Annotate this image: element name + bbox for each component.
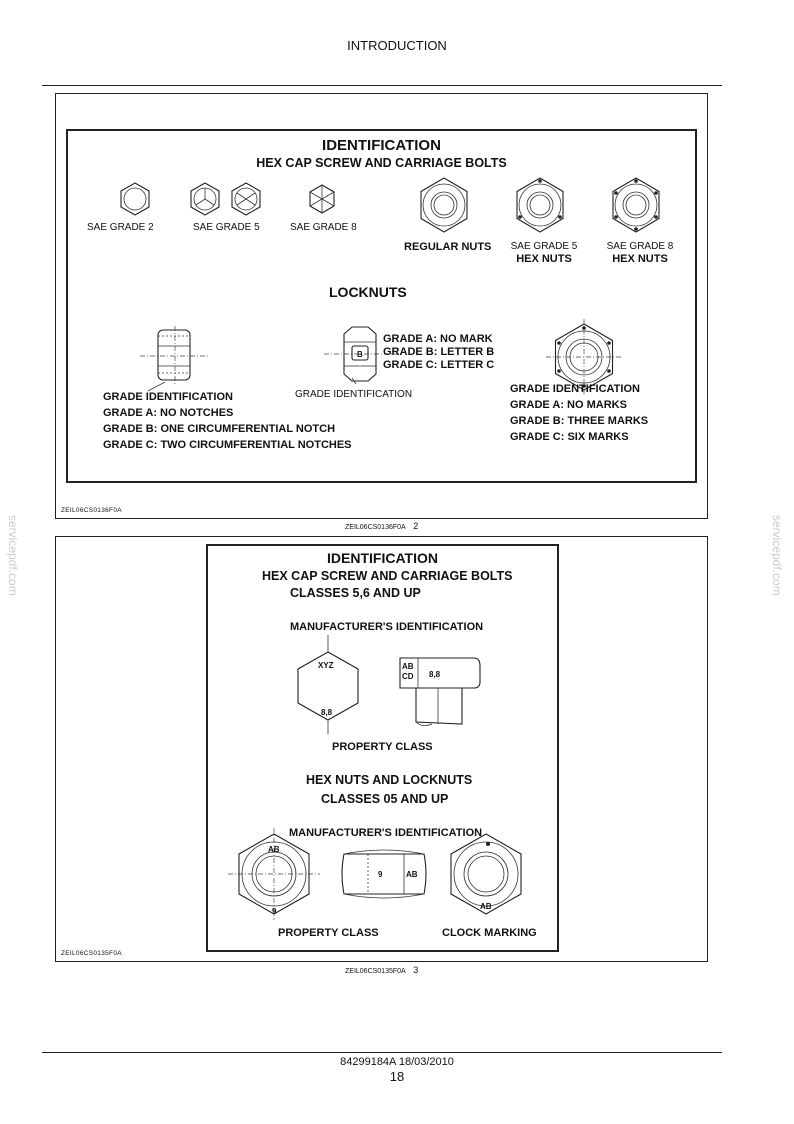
fig2-caption-code: ZEIL06CS0135F0A bbox=[345, 968, 406, 975]
fig2-manufacturer-label: MANUFACTURER'S IDENTIFICATION bbox=[290, 621, 484, 633]
middle-grade-item: GRADE C: LETTER C bbox=[383, 359, 495, 371]
footer-rule bbox=[42, 1052, 722, 1053]
locknuts-heading: LOCKNUTS bbox=[329, 284, 407, 300]
fig2-property-class-label: PROPERTY CLASS bbox=[332, 741, 433, 753]
locknut-letter: B bbox=[357, 350, 363, 359]
right-grade-item: GRADE B: THREE MARKS bbox=[510, 415, 649, 427]
fig2-clock-marking-label: CLOCK MARKING bbox=[442, 927, 537, 939]
fig2-code: ZEIL06CS0135F0A bbox=[61, 950, 122, 957]
right-grade-item: GRADE C: SIX MARKS bbox=[510, 431, 629, 443]
fig2-property-class-label-2: PROPERTY CLASS bbox=[278, 927, 379, 939]
fig1-caption bbox=[345, 521, 418, 531]
bolt-head-class: 8,8 bbox=[321, 708, 333, 717]
middle-grade-list bbox=[383, 333, 494, 372]
fig1-code: ZEIL06CS0136F0A bbox=[61, 507, 122, 514]
watermark-left: servicepdf.com bbox=[6, 515, 20, 596]
middle-grade-item: GRADE B: LETTER B bbox=[383, 346, 495, 358]
fig2-nuts-title: HEX NUTS AND LOCKNUTS bbox=[306, 773, 473, 787]
hex-nut-marked-icon bbox=[228, 828, 320, 920]
side-ab: AB bbox=[402, 662, 414, 671]
nut-label-sae8-line1: SAE GRADE 8 bbox=[606, 241, 674, 252]
fig1-caption-number: 2 bbox=[413, 521, 419, 531]
nut-mark-ab: AB bbox=[268, 845, 280, 854]
side-nut-ab: AB bbox=[406, 870, 418, 879]
side-class: 8,8 bbox=[429, 670, 441, 679]
nut-label-sae5-line2: HEX NUTS bbox=[516, 253, 572, 265]
left-grade-item: GRADE B: ONE CIRCUMFERENTIAL NOTCH bbox=[103, 423, 336, 435]
fig2-subtitle-2: CLASSES 5,6 AND UP bbox=[290, 586, 421, 600]
fig2-subtitle-1: HEX CAP SCREW AND CARRIAGE BOLTS bbox=[262, 569, 513, 583]
clock-mark-ab: AB bbox=[480, 902, 492, 911]
fig2-manufacturer-label-2: MANUFACTURER'S IDENTIFICATION bbox=[289, 827, 483, 839]
header-rule bbox=[42, 85, 722, 86]
fig1-title: IDENTIFICATION bbox=[322, 137, 441, 154]
nut-mark-class: 9 bbox=[272, 907, 277, 916]
fig2-caption bbox=[345, 965, 418, 975]
left-grade-item: GRADE C: TWO CIRCUMFERENTIAL NOTCHES bbox=[103, 439, 352, 451]
bolt-head-top-icon bbox=[298, 635, 358, 734]
left-grade-item: GRADE A: NO NOTCHES bbox=[103, 407, 234, 419]
footer-doc-ref: 84299184A 18/03/2010 bbox=[340, 1056, 454, 1068]
nut-label-sae8-line2: HEX NUTS bbox=[612, 253, 668, 265]
fig1-caption-code: ZEIL06CS0136F0A bbox=[345, 524, 406, 531]
fig2-nuts-subtitle: CLASSES 05 AND UP bbox=[321, 792, 449, 806]
side-nut-class: 9 bbox=[378, 870, 383, 879]
fig1-subtitle: HEX CAP SCREW AND CARRIAGE BOLTS bbox=[256, 156, 507, 170]
carriage-bolt-side-icon bbox=[400, 658, 480, 726]
locknut-notch-side-icon bbox=[140, 326, 210, 391]
hex-nut-side-icon bbox=[342, 850, 426, 898]
nut-label-regular: REGULAR NUTS bbox=[404, 241, 492, 253]
bolt-label-grade-2: SAE GRADE 2 bbox=[87, 222, 154, 233]
sae-grade-2-bolt-icon bbox=[121, 183, 149, 215]
watermark-right: servicepdf.com bbox=[770, 515, 784, 596]
middle-grade-caption: GRADE IDENTIFICATION bbox=[295, 389, 413, 400]
middle-grade-item: GRADE A: NO MARK bbox=[383, 333, 493, 345]
right-grade-item: GRADE IDENTIFICATION bbox=[510, 383, 640, 395]
clock-marking-nut-icon bbox=[451, 834, 521, 914]
nut-label-sae5-line1: SAE GRADE 5 bbox=[510, 241, 578, 252]
page-header: INTRODUCTION bbox=[347, 38, 447, 53]
right-grade-list bbox=[510, 381, 648, 445]
fig2-title: IDENTIFICATION bbox=[327, 550, 438, 566]
right-grade-item: GRADE A: NO MARKS bbox=[510, 399, 627, 411]
side-cd: CD bbox=[402, 672, 414, 681]
regular-nut-icon bbox=[421, 178, 467, 232]
left-grade-item: GRADE IDENTIFICATION bbox=[103, 391, 233, 403]
sae-grade-5-bolt-icon bbox=[191, 183, 219, 215]
bolt-label-grade-8: SAE GRADE 8 bbox=[290, 222, 357, 233]
bolt-label-grade-5: SAE GRADE 5 bbox=[193, 222, 260, 233]
sae-grade-8-bolt-icon bbox=[310, 185, 334, 213]
bolt-head-mark: XYZ bbox=[318, 661, 334, 670]
fig2-caption-number: 3 bbox=[413, 965, 419, 975]
sae-grade-5-hex-nut-icon bbox=[517, 178, 563, 232]
footer-page-number: 18 bbox=[389, 1069, 405, 1084]
sae-grade-8-hex-nut-icon bbox=[613, 178, 659, 232]
sae-grade-5-bolt-alt-icon bbox=[232, 183, 260, 215]
